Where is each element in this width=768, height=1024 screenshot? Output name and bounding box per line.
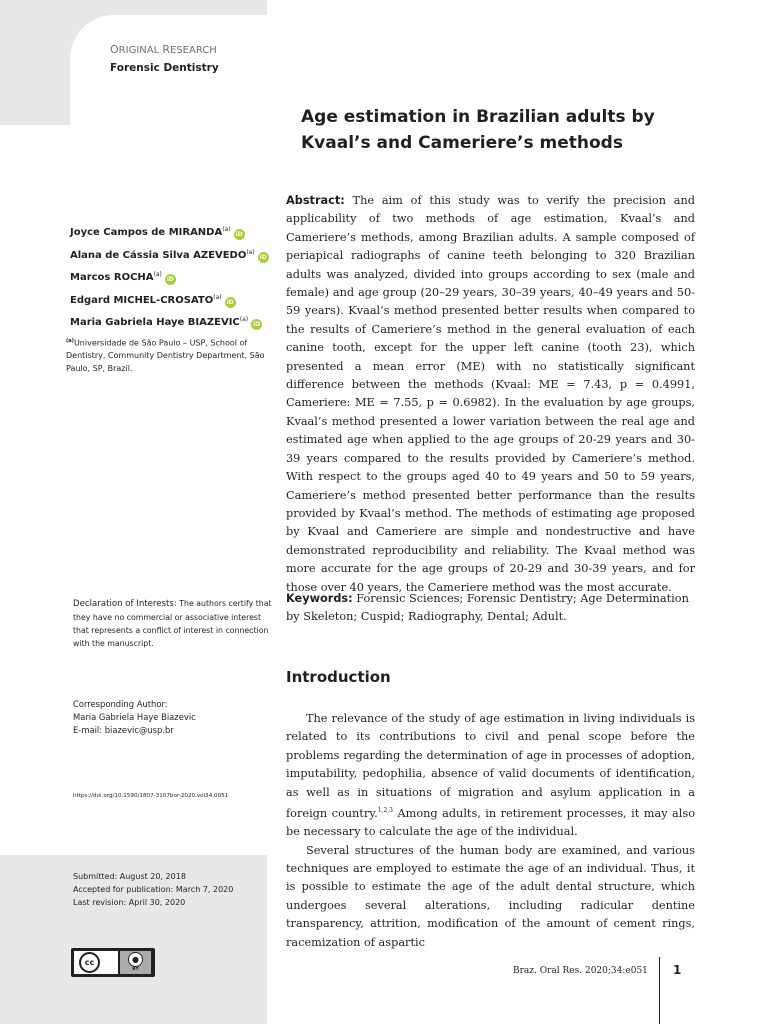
keywords-label: Keywords: bbox=[286, 592, 353, 605]
orcid-icon[interactable]: iD bbox=[235, 231, 243, 238]
author-item: Maria Gabriela Haye BIAZEVIC$^{(a)}$iD bbox=[70, 316, 261, 328]
title-line-2: Kvaal’s and Cameriere’s methods bbox=[301, 133, 623, 153]
person-icon: ● bbox=[128, 952, 143, 967]
cc-by-license-badge[interactable] bbox=[71, 948, 155, 977]
orcid-icon[interactable]: iD bbox=[259, 253, 267, 261]
abstract bbox=[286, 192, 695, 597]
author-item: Marcos ROCHA$^{(a)}$iD bbox=[70, 271, 174, 283]
doi-link[interactable]: https://doi.org/10.1590/1807-3107bor-2020.vol34.0051 bbox=[73, 793, 229, 799]
author-item: Edgard MICHEL-CROSATO$^{(a)}$iD bbox=[70, 293, 234, 306]
corresponding-label: Corresponding Author: bbox=[73, 699, 168, 709]
author-item: Joyce Campos de MIRANDA$^{(a)}$iD bbox=[70, 226, 243, 238]
orcid-icon[interactable]: iD bbox=[166, 276, 174, 283]
footer-divider bbox=[659, 957, 660, 1024]
cc-icon: cc bbox=[79, 952, 100, 973]
page-number: 1 bbox=[673, 963, 682, 977]
journal-citation: Braz. Oral Res. 2020;34:e051 bbox=[513, 966, 648, 976]
orcid-icon[interactable]: iD bbox=[253, 321, 261, 328]
article-dates bbox=[73, 870, 233, 909]
abstract-text: The aim of this study was to verify the precision and applicability of two methods of age estimation, Kvaal’s and Cameriere’s methods, among Brazilian adults. A sample composed of periapical radiographs of canine teeth belonging to 320 Brazilian adults was analyzed, divided into groups according to sex (male and female) and age group (20–29 years, 30–39 years, 40–49 years and 50-59 years). Kvaal’s method presented better results when compared to the results of Cameriere’s method in the general evaluation of each canine tooth, except for the upper left canine (tooth 23), which presented a mean error (ME) with no statistically significant difference between the methods (Kvaal: ME = 7.43, p = 0.4991, Cameriere: ME = 7.55, p = 0.6982). In the evaluation by age groups, Kvaal’s method presented a lower variation between the real age and estimated age when applied to the age groups of 20-29 years and 30-39 years compared to the results provided by Cameriere’s method. With respect to the groups aged 40 to 49 years and 50 to 59 years, Cameriere’s method presented better performance than the results provided by Kvaal’s method. The methods of estimating age proposed by Kvaal and Cameriere are simple and nondestructive and have demonstrated reproducibility and reliability. The Kvaal method was more accurate for the age groups of 20-29 and 30-39 years, and for those over 40 years, the Cameriere method was the most accurate. bbox=[286, 194, 695, 594]
introduction-heading: Introduction bbox=[286, 668, 391, 686]
keywords-text: Forensic Sciences; Forensic Dentistry; Age Determination by Skeleton; Cuspid; Radiography, Dental; Adult. bbox=[286, 592, 689, 624]
category-tab bbox=[70, 15, 267, 139]
introduction-body bbox=[286, 710, 695, 952]
author-list bbox=[70, 220, 269, 333]
intro-paragraph-2: Several structures of the human body are examined, and various techniques are employed to estimate the age of an individual. Thus, it is possible to estimate the age of the adult dental structure, which undergoes several alterations, including radicular dentine transparency, attrition, modification of the amount of cement rings, racemization of aspartic bbox=[286, 843, 695, 949]
title-line-1: Age estimation in Brazilian adults by bbox=[301, 107, 655, 127]
by-label: BY bbox=[132, 967, 139, 972]
citation-refs[interactable]: 1,2,3 bbox=[377, 807, 394, 815]
declaration-of-interests: Declaration of Interests: The authors certify that they have no commercial or associative interest that represents a conflict of interest in connection with the manuscript. bbox=[73, 599, 272, 648]
intro-paragraph-1: The relevance of the study of age estimation in living individuals is related to its contributions to civil and penal scope before the problems regarding the determination of age in processes of adoption, imputability, pedophilia, absence of valid documents of identification, as well as in situations of migration and asylum application in a foreign country.$^{1,2,3}$ Among adults, in retirement processes, it may also be necessary to calculate the age of the individual. bbox=[286, 712, 695, 839]
corresponding-author bbox=[73, 698, 273, 737]
article-subcategory: Forensic Dentistry bbox=[110, 62, 219, 74]
corresponding-name: Maria Gabriela Haye Biazevic bbox=[73, 712, 196, 722]
abstract-label: Abstract: bbox=[286, 194, 345, 207]
article-category: ORIGINAL RESEARCH bbox=[110, 43, 217, 56]
affiliation: $^{(a)}$Universidade de São Paulo – USP, School of Dentistry, Community Dentistry Department, São Paulo, SP, Brazil. bbox=[66, 338, 265, 373]
corresponding-email[interactable]: E-mail: biazevic@usp.br bbox=[73, 725, 174, 735]
keywords bbox=[286, 590, 695, 627]
orcid-icon[interactable]: iD bbox=[226, 298, 234, 306]
author-item: Alana de Cássia Silva AZEVEDO$^{(a)}$iD bbox=[70, 248, 267, 261]
article-title bbox=[301, 104, 721, 156]
submitted-date: Submitted: August 20, 2018 bbox=[73, 872, 186, 881]
accepted-date: Accepted for publication: March 7, 2020 bbox=[73, 885, 234, 894]
revision-date: Last revision: April 30, 2020 bbox=[73, 898, 186, 907]
